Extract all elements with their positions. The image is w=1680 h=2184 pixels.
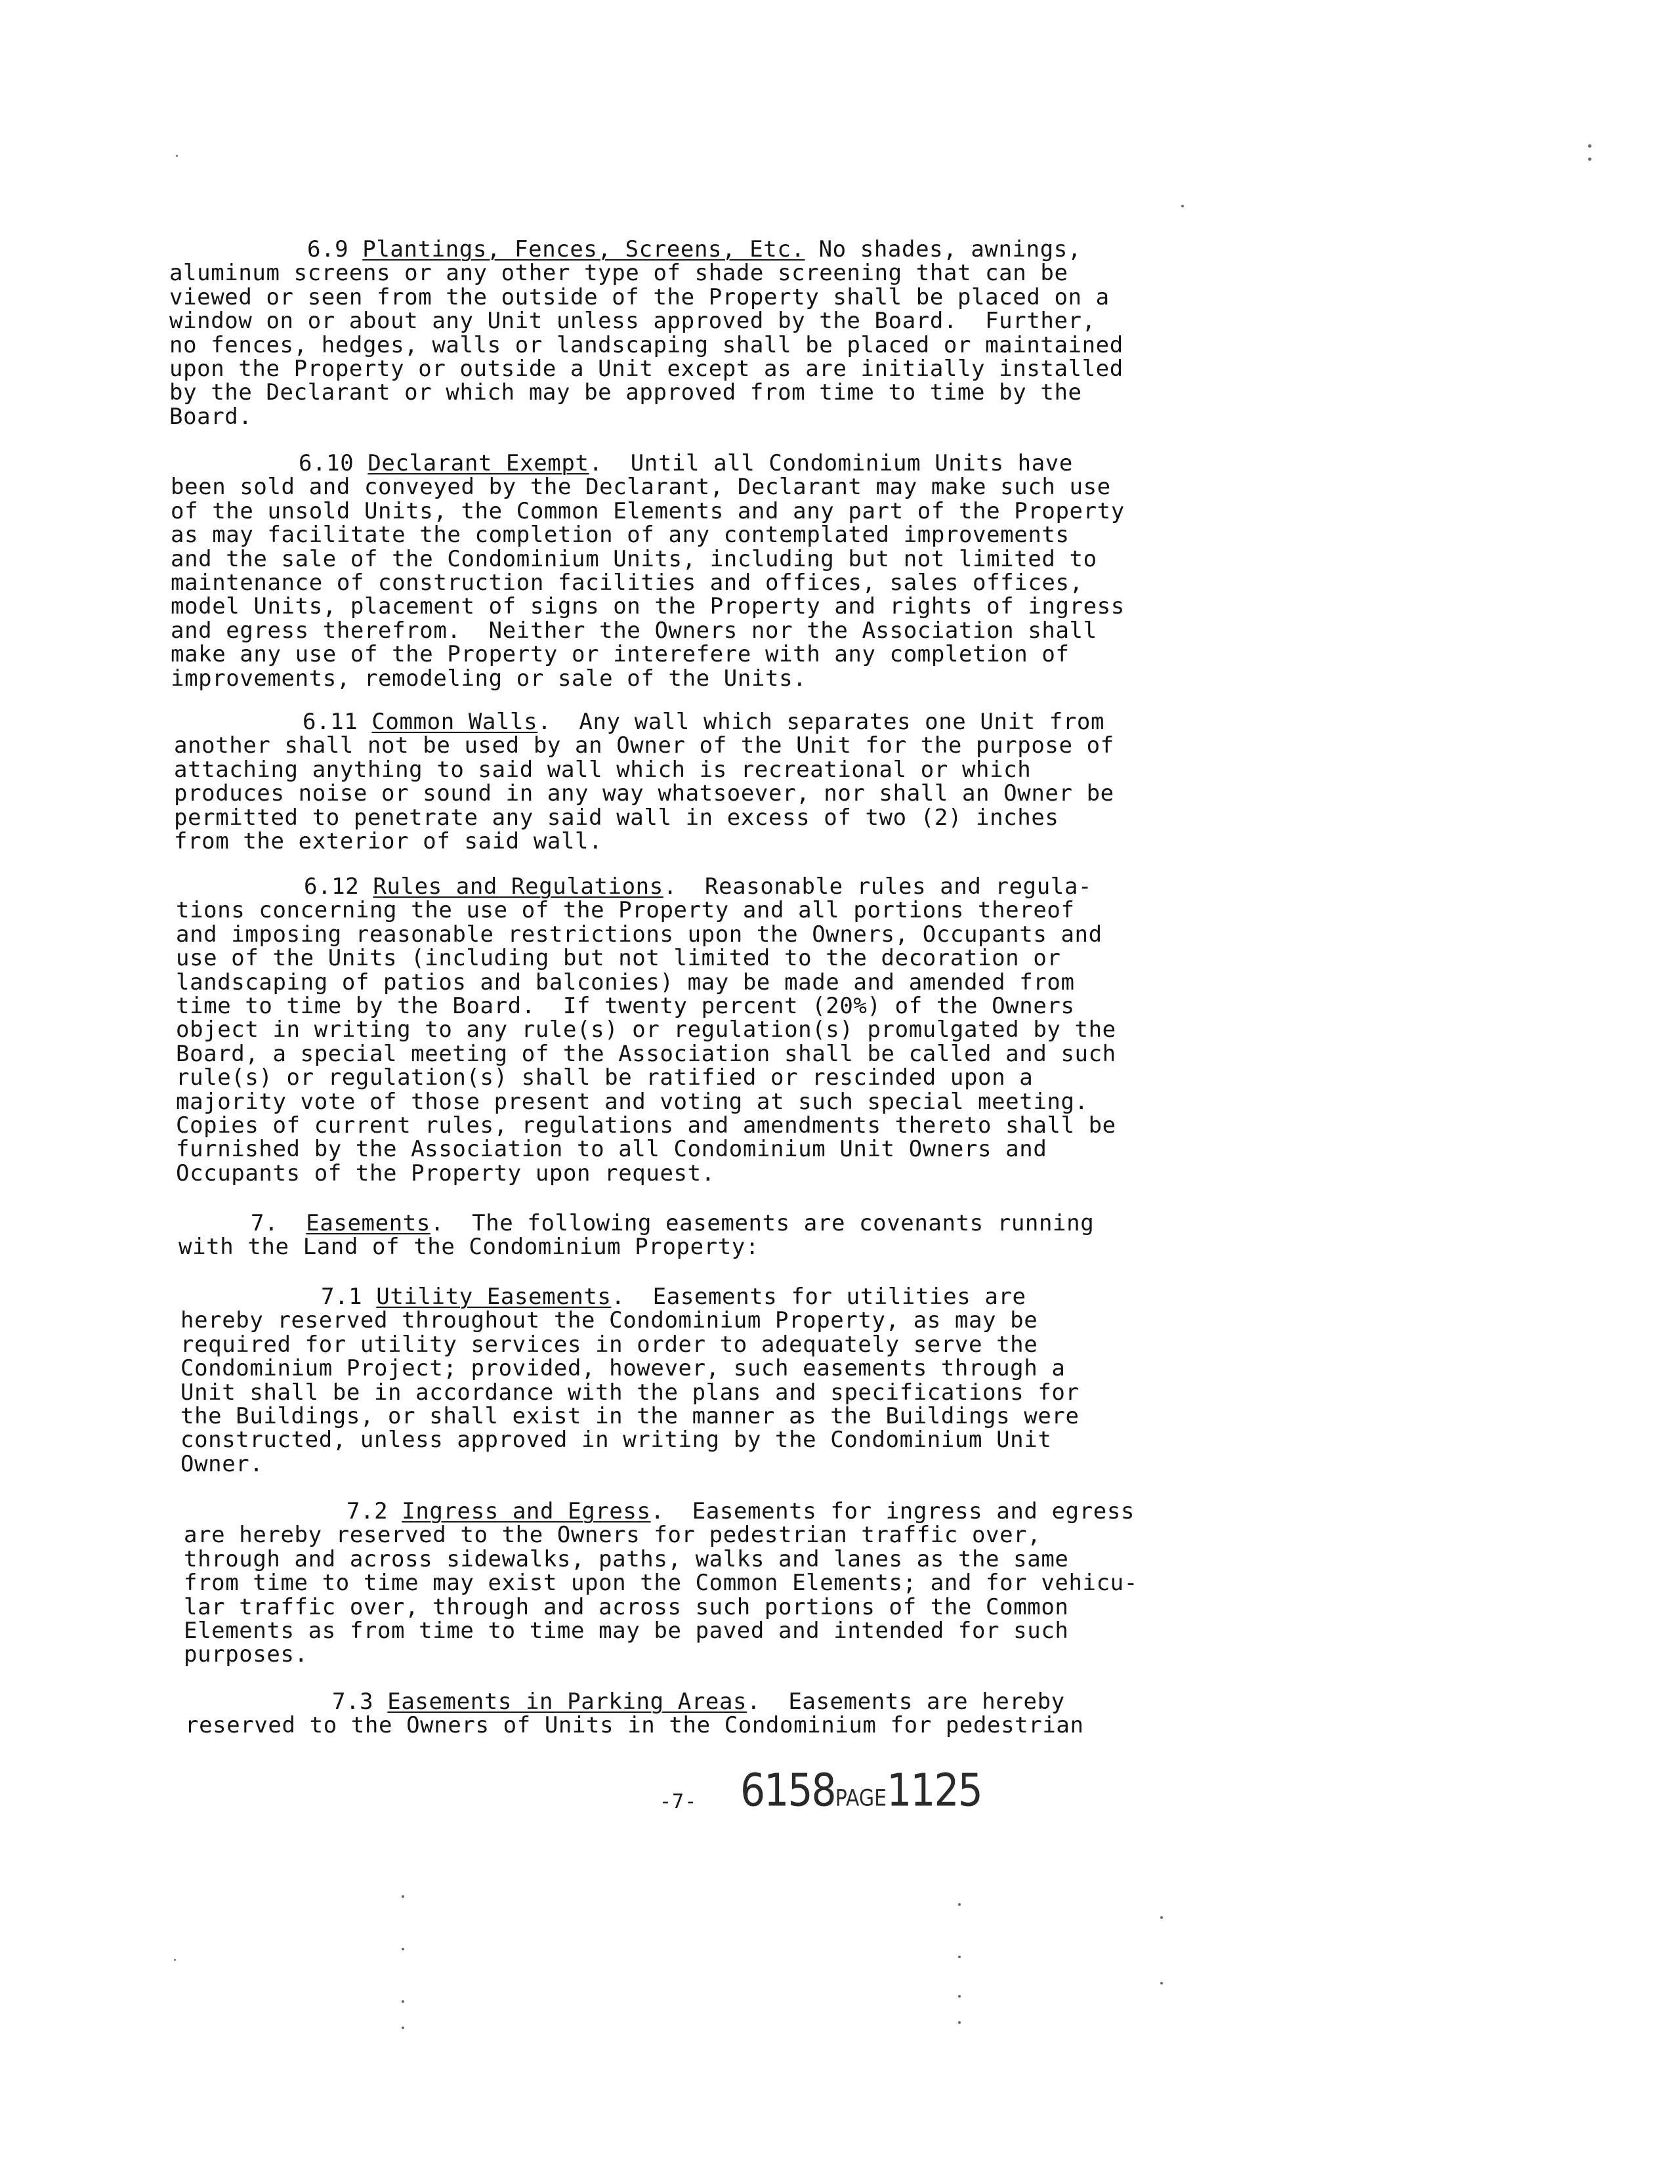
scan-speck	[1160, 1916, 1163, 1919]
body-line: and imposing reasonable restrictions upon the Owners, Occupants and	[176, 921, 1102, 948]
body-line: majority vote of those present and voting at such special meeting.	[176, 1088, 1089, 1115]
section-text: . Easements for ingress and egress	[650, 1498, 1135, 1524]
body-line: Elements as from time to time may be paved and intended for such	[184, 1617, 1069, 1644]
section-number: 6.12	[304, 873, 373, 900]
page-number: -7-	[660, 1790, 698, 1813]
section-number: 6.10	[299, 450, 368, 476]
body-line: upon the Property or outside a Unit except as are initially installed	[169, 355, 1124, 382]
body-line: of the unsold Units, the Common Elements and any part of the Property	[171, 497, 1125, 524]
scan-speck	[958, 1956, 961, 1958]
section-number: 7.1	[321, 1284, 377, 1310]
body-line: from time to time may exist upon the Common Elements; and for vehicu-	[184, 1570, 1138, 1597]
scan-speck	[402, 1895, 404, 1898]
body-line: tions concerning the use of the Property and all portions thereof	[176, 897, 1075, 924]
section-heading: Easements	[306, 1210, 430, 1236]
section-heading: Common Walls	[371, 709, 538, 735]
scan-speck	[1181, 205, 1184, 207]
scan-speck	[402, 2026, 404, 2029]
body-line: and the sale of the Condominium Units, including but not limited to	[171, 545, 1097, 572]
scan-speck	[1588, 158, 1591, 161]
section-6-12	[176, 875, 1173, 1185]
body-line: object in writing to any rule(s) or regulation(s) promulgated by the	[176, 1017, 1116, 1043]
body-line: furnished by the Association to all Condominium Unit Owners and	[176, 1136, 1047, 1163]
scan-speck	[958, 1995, 961, 1998]
section-7-3	[185, 1690, 1183, 1738]
scan-speck	[174, 1959, 176, 1961]
body-line: are hereby reserved to the Owners for pedestrian traffic over,	[184, 1522, 1041, 1549]
section-7-2	[184, 1500, 1181, 1667]
section-number: 7.2	[346, 1498, 402, 1524]
body-line: model Units, placement of signs on the Property and rights of ingress	[171, 593, 1125, 620]
body-line: no fences, hedges, walls or landscaping shall be placed or maintained	[169, 331, 1124, 358]
section-first-line	[169, 238, 1167, 261]
body-line: permitted to penetrate any said wall in excess of two (2) inches	[174, 804, 1059, 831]
scan-speck	[402, 1948, 404, 1950]
body-line: another shall not be used by an Owner of the Unit for the purpose of	[174, 732, 1114, 759]
section-text: . Easements for utilities are	[611, 1284, 1026, 1310]
body-line: use of the Units (including but not limited to the decoration or	[176, 945, 1061, 972]
section-first-line	[171, 452, 1168, 475]
body-line: lar traffic over, through and across such portions of the Common	[184, 1593, 1069, 1620]
body-line: Copies of current rules, regulations and amendments thereto shall be	[176, 1112, 1116, 1139]
book-page-stamp	[740, 1764, 982, 1817]
body-line: from the exterior of said wall.	[174, 828, 603, 854]
page-reference: 1125	[887, 1764, 982, 1817]
body-line: maintenance of construction facilities and offices, sales offices,	[171, 569, 1083, 596]
body-line: purposes.	[184, 1641, 308, 1668]
body-line: by the Declarant or which may be approved from time to time by the	[169, 379, 1082, 406]
scan-speck	[176, 155, 178, 157]
body-line: constructed, unless approved in writing by the Condominium Unit	[180, 1427, 1052, 1454]
body-line: hereby reserved throughout the Condominium Property, as may be	[180, 1307, 1038, 1334]
body-line: landscaping of patios and balconies) may be made and amended from	[176, 969, 1075, 996]
body-line: the Buildings, or shall exist in the manner as the Buildings were	[180, 1402, 1080, 1429]
body-line: make any use of the Property or interefere with any completion of	[171, 641, 1070, 668]
section-number: 7.	[251, 1210, 306, 1236]
section-text: . Reasonable rules and regula-	[663, 873, 1092, 900]
section-first-line	[176, 875, 1173, 898]
section-heading: Rules and Regulations	[373, 873, 663, 900]
body-line: Occupants of the Property upon request.	[176, 1160, 715, 1186]
body-line: with the Land of the Condominium Property:	[178, 1234, 759, 1261]
section-heading: Plantings, Fences, Screens, Etc.	[362, 236, 805, 262]
section-first-line	[185, 1690, 1183, 1713]
body-line: Owner.	[180, 1450, 264, 1477]
body-line: Board, a special meeting of the Association shall be called and such	[176, 1040, 1116, 1067]
section-7	[178, 1211, 1176, 1259]
section-first-line	[174, 710, 1171, 734]
section-number: 6.9	[307, 236, 363, 262]
body-line: window on or about any Unit unless approved by the Board. Further,	[169, 308, 1096, 335]
section-heading: Declarant Exempt	[368, 450, 589, 476]
body-line: Unit shall be in accordance with the plans and specifications for	[180, 1379, 1080, 1406]
body-line: as may facilitate the completion of any contemplated improvements	[171, 522, 1070, 549]
body-line: and egress therefrom. Neither the Owners nor the Association shall	[171, 617, 1097, 644]
section-heading: Ingress and Egress	[402, 1498, 651, 1524]
book-number: 6158	[740, 1764, 835, 1817]
body-line: rule(s) or regulation(s) shall be ratified or rescinded upon a	[176, 1064, 1034, 1091]
section-text: . Easements are hereby	[747, 1689, 1065, 1715]
section-first-line	[178, 1211, 1176, 1235]
section-text: No shades, awnings,	[805, 236, 1082, 262]
section-heading: Easements in Parking Areas	[387, 1689, 747, 1715]
body-line: produces noise or sound in any way whatsoever, nor shall an Owner be	[174, 780, 1114, 807]
body-line: viewed or seen from the outside of the Property shall be placed on a	[169, 284, 1110, 310]
section-text: . Until all Condominium Units have	[589, 450, 1073, 476]
section-text: . Any wall which separates one Unit from	[537, 709, 1105, 735]
body-line: Board.	[169, 403, 253, 430]
section-6-10	[171, 452, 1168, 690]
scan-speck	[1588, 144, 1591, 148]
section-6-9	[169, 238, 1167, 429]
section-heading: Utility Easements	[376, 1284, 612, 1310]
section-7-1	[180, 1285, 1178, 1476]
section-first-line	[184, 1500, 1181, 1523]
body-line: Condominium Project; provided, however, such easements through a	[180, 1355, 1066, 1382]
body-line: required for utility services in order to adequately serve the	[180, 1331, 1038, 1358]
section-number: 6.11	[303, 709, 372, 735]
body-line: aluminum screens or any other type of shade screening that can be	[169, 260, 1068, 287]
body-line: attaching anything to said wall which is recreational or which	[174, 756, 1032, 783]
body-line: been sold and conveyed by the Declarant, Declarant may make such use	[171, 474, 1111, 501]
section-text: . The following easements are covenants running	[430, 1210, 1095, 1236]
body-line: through and across sidewalks, paths, walks and lanes as the same	[184, 1545, 1069, 1572]
body-line: reserved to the Owners of Units in the Condominium for pedestrian	[185, 1712, 1084, 1739]
section-first-line	[180, 1285, 1178, 1309]
scan-speck	[958, 2021, 961, 2024]
scan-speck	[402, 2000, 404, 2003]
body-line: improvements, remodeling or sale of the Units.	[171, 665, 807, 692]
section-6-11	[174, 710, 1171, 853]
scan-speck	[1160, 1982, 1163, 1984]
section-number: 7.3	[332, 1689, 388, 1715]
scan-speck	[958, 1903, 961, 1906]
body-line: time to time by the Board. If twenty percent (20%) of the Owners	[176, 992, 1075, 1019]
page-label: PAGE	[835, 1785, 887, 1812]
